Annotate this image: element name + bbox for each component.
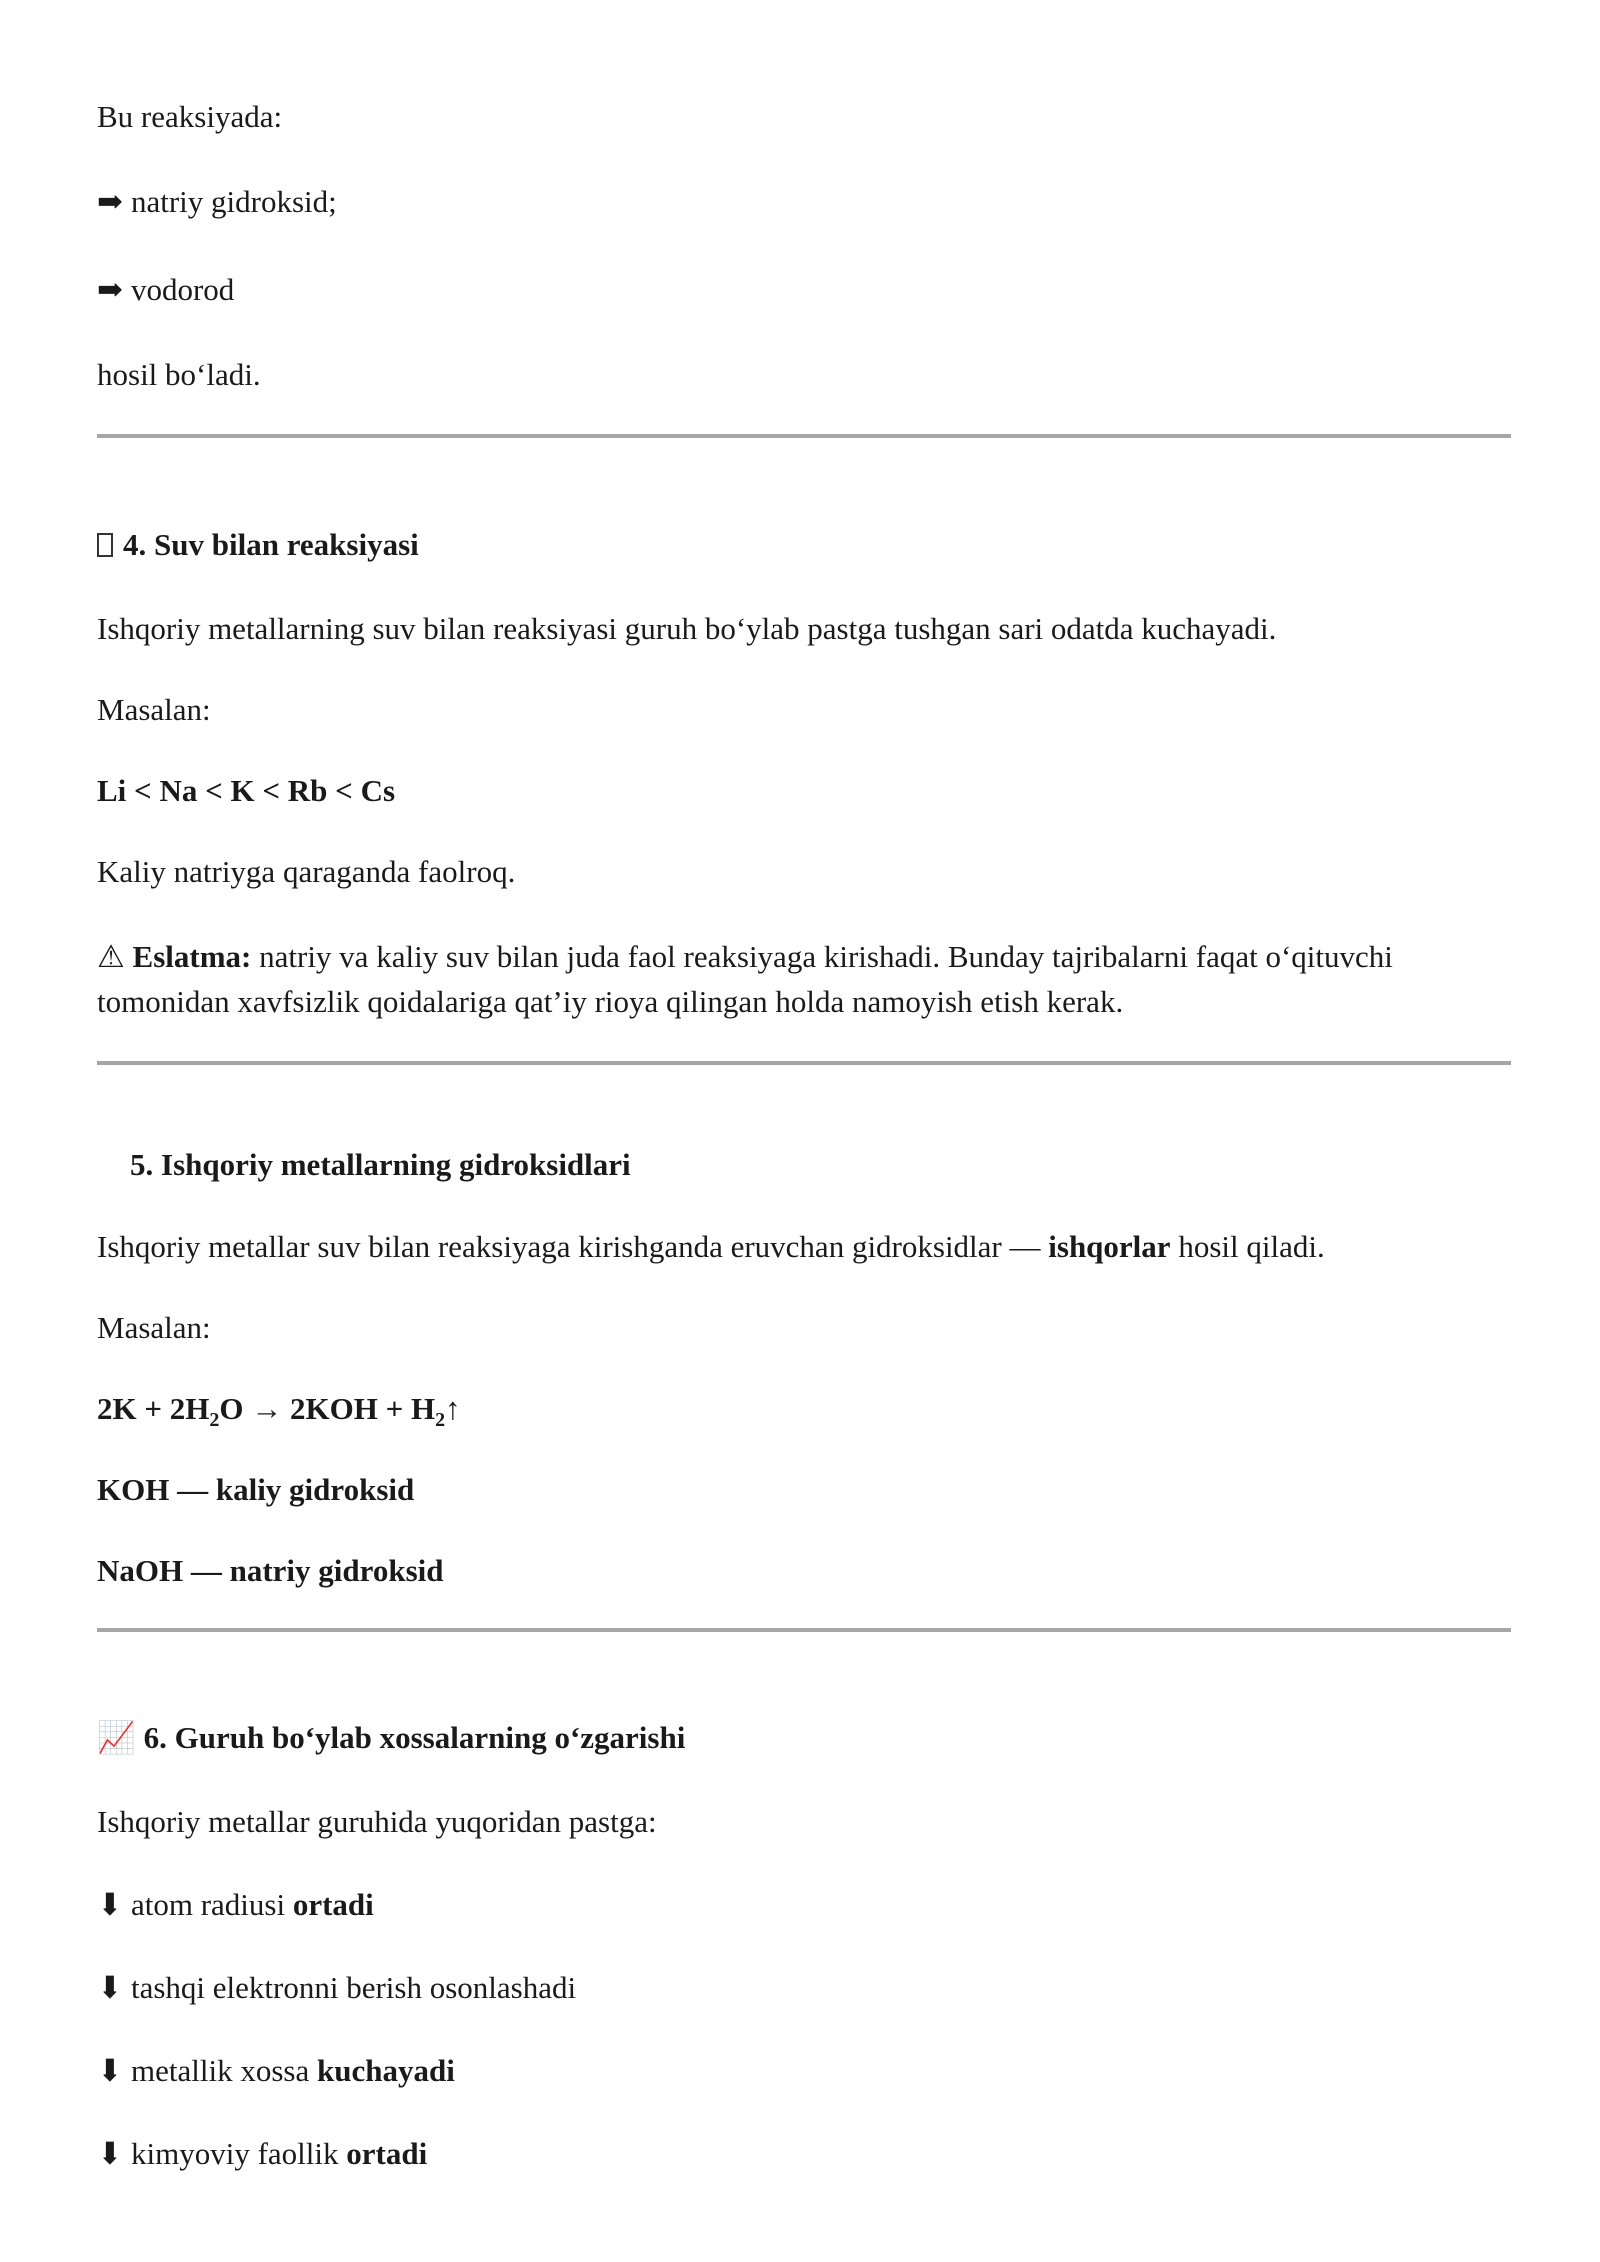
paragraph (97, 1227, 1325, 1267)
list-item (97, 1885, 374, 1925)
section-heading: 5. Ishqoriy metallarning gidroksidlari (130, 1147, 631, 1182)
intro-conclusion: hosil bo‘ladi. (97, 357, 261, 392)
comparison-text: Kaliy natriyga qaraganda faolroq. (97, 854, 516, 889)
list-item-text: atom radiusi (130, 1887, 293, 1922)
arrow-right-icon: ➡ (97, 184, 123, 219)
missing-glyph-icon (97, 533, 113, 557)
list-item-emphasis: ortadi (346, 2136, 428, 2171)
warning-icon: ⚠ (97, 939, 125, 974)
section-heading-text: 6. Guruh bo‘ylab xossalarning o‘zgarishi (143, 1720, 686, 1755)
section-heading-text: 4. Suv bilan reaksiyasi (123, 527, 419, 562)
equation-subscript: 2 (435, 1409, 446, 1432)
list-item (97, 2051, 455, 2091)
list-item-text: tashqi elektronni berish osonlashadi (130, 1970, 577, 2005)
arrow-down-icon: ⬇ (97, 1887, 123, 1922)
example-label: Masalan: (97, 1310, 211, 1345)
equation-part: 2K + 2H (97, 1391, 210, 1426)
list-item (97, 270, 234, 310)
equation-part: O → 2KOH + H (219, 1391, 436, 1426)
list-item-text: kimyoviy faollik (130, 2136, 347, 2171)
paragraph-emphasis: ishqorlar (1048, 1229, 1171, 1264)
paragraph: Ishqoriy metallar guruhida yuqoridan pastga: (97, 1804, 657, 1839)
reactivity-series: Li < Na < K < Rb < Cs (97, 773, 396, 808)
equation-part: ↑ (445, 1391, 461, 1426)
note-text: natriy va kaliy suv bilan juda faol reaksiyaga kirishadi. Bunday tajribalarni faqat o‘qituvchi tomonidan xavfsizlik qoidalariga qat’iy rioya qilingan holda namoyish etish kerak. (97, 939, 1393, 1019)
divider (97, 1628, 1511, 1632)
chemical-equation (97, 1389, 461, 1432)
hydroxide-naoh: NaOH — natriy gidroksid (97, 1553, 444, 1588)
list-item-text: vodorod (130, 272, 235, 307)
safety-note (97, 934, 1517, 1024)
list-item-emphasis: ortadi (292, 1887, 374, 1922)
hydroxide-koh: KOH — kaliy gidroksid (97, 1472, 415, 1507)
section-heading (97, 525, 419, 565)
list-item (97, 182, 337, 222)
list-item-text: metallik xossa (130, 2053, 317, 2088)
paragraph-text: Ishqoriy metallar suv bilan reaksiyaga kirishganda eruvchan gidroksidlar — (97, 1229, 1049, 1264)
arrow-down-icon: ⬇ (97, 1970, 123, 2005)
paragraph-text: hosil qiladi. (1170, 1229, 1325, 1264)
section-heading (97, 1718, 685, 1758)
equation-subscript: 2 (209, 1409, 220, 1432)
divider (97, 434, 1511, 438)
arrow-down-icon: ⬇ (97, 2136, 123, 2171)
list-item-text: natriy gidroksid; (130, 184, 337, 219)
intro-text: Bu reaksiyada: (97, 99, 283, 134)
arrow-right-icon: ➡ (97, 272, 123, 307)
divider (97, 1061, 1511, 1065)
list-item (97, 2134, 427, 2174)
list-item (97, 1968, 576, 2008)
example-label: Masalan: (97, 692, 211, 727)
arrow-down-icon: ⬇ (97, 2053, 123, 2088)
note-label: Eslatma: (132, 939, 252, 974)
chart-increasing-icon: 📈 (97, 1720, 136, 1755)
list-item-emphasis: kuchayadi (316, 2053, 455, 2088)
paragraph: Ishqoriy metallarning suv bilan reaksiyasi guruh bo‘ylab pastga tushgan sari odatda kuchayadi. (97, 611, 1277, 646)
